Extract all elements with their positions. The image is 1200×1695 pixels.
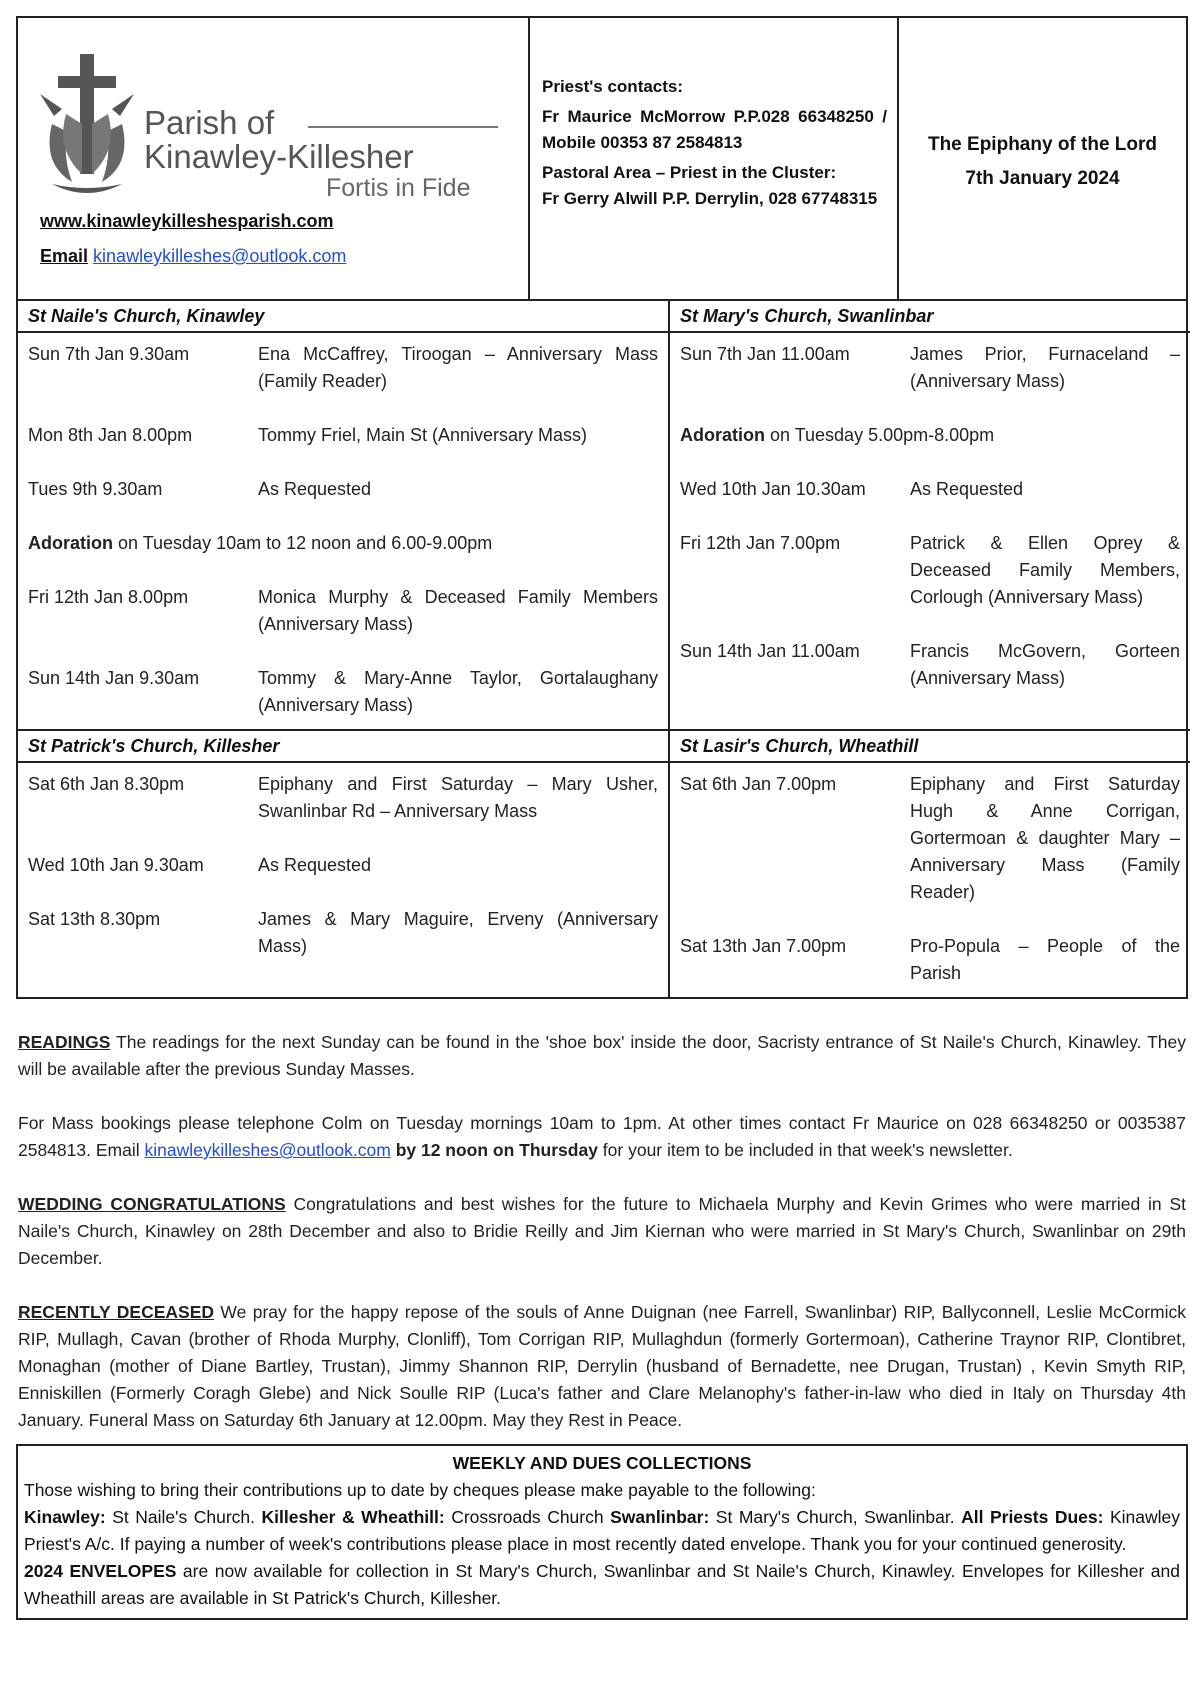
feast-title: The Epiphany of the Lord	[927, 134, 1158, 155]
mass-time: Mon 8th Jan 8.00pm	[28, 425, 193, 445]
logo-divider	[308, 126, 498, 128]
schedule-list	[670, 763, 1190, 997]
cluster-priest: Fr Gerry Alwill P.P. Derrylin, 028 67748315	[542, 189, 878, 208]
bookings-text: For Mass bookings please telephone Colm on Tuesday mornings 10am to 1pm. At other times contact Fr Maurice on 028 66348250 or 0035387 2584813. Email	[18, 1113, 1186, 1160]
envelopes-heading: 2024 ENVELOPES	[24, 1561, 177, 1581]
schedule-list	[670, 333, 1190, 702]
wedding-text: Congratulations and best wishes for the future to Michaela Murphy and Kevin Grimes who were married in St Naile's Church, Kinawley on 28th December and also to Bridie Reilly and Jim Kiernan who were married in St Mary's Church, Swanlinbar on 29th December.	[18, 1194, 1186, 1268]
mass-row	[28, 422, 658, 449]
mass-row	[28, 476, 658, 503]
readings-heading: READINGS	[18, 1032, 111, 1052]
website-link[interactable]: www.kinawleykilleshesparish.com	[40, 211, 334, 231]
newsletter-date: 7th January 2024	[965, 168, 1120, 189]
envelopes-notice	[24, 1558, 1180, 1612]
readings-notice	[18, 1029, 1186, 1083]
adoration-times: on Tuesday 10am to 12 noon and 6.00-9.00pm	[113, 533, 493, 553]
contacts-title: Priest's contacts:	[542, 77, 684, 96]
mass-intention: James & Mary Maguire, Erveny (Anniversary Mass)	[258, 909, 658, 956]
email-label: Email	[40, 246, 89, 266]
payee-text: Kinawley Priest's A/c. If paying a number of week's contributions please place in most recently dated envelope. Thank you for your continued generosity.	[24, 1507, 1181, 1554]
mass-row	[680, 341, 1180, 395]
church-wheathill	[670, 729, 1190, 997]
wedding-heading: WEDDING CONGRATULATIONS	[18, 1194, 286, 1214]
mass-intention: Pro-Popula – People of the Parish	[910, 936, 1180, 983]
mass-intention: James Prior, Furnaceland – (Anniversary Mass)	[910, 344, 1180, 391]
envelopes-text: are now available for collection in St Mary's Church, Swanlinbar and St Naile's Church, Kinawley. Envelopes for Killesher and Wheathill areas are available in St Patrick's Church, Killesher.	[24, 1561, 1180, 1608]
mass-intention: As Requested	[258, 855, 372, 875]
collections-intro: Those wishing to bring their contributions up to date by cheques please make payable to the following:	[24, 1480, 816, 1500]
mass-time: Fri 12th Jan 7.00pm	[680, 533, 841, 553]
payee-label: Killesher & Wheathill:	[261, 1507, 445, 1527]
payee-label: Kinawley:	[24, 1507, 106, 1527]
church-kinawley	[18, 301, 670, 729]
logo-block	[18, 18, 530, 299]
payee-label: All Priests Dues:	[961, 1507, 1104, 1527]
payee-text: Crossroads Church	[444, 1507, 611, 1527]
deceased-notice	[18, 1299, 1186, 1434]
mass-time: Sun 14th Jan 11.00am	[680, 641, 860, 661]
mass-row	[28, 852, 658, 879]
deceased-text: We pray for the happy repose of the souls of Anne Duignan (nee Farrell, Swanlinbar) RIP, Ballyconnell, Leslie McCormick RIP, Mullagh, Cavan (brother of Rhoda Murphy, Clonliff), Tom Corrigan RIP, Mullaghdun (formerly Gortermoan), Catherine Traynor RIP, Clontibret, Monaghan (mother of Diane Bartley, Trustan), Jimmy Shannon RIP, Derrylin (husband of Bernadette, nee Drugan, Trustan) , Kevin Smyth RIP, Enniskillen (Formerly Coragh Glebe) and Nick Soulle RIP (Luca's father and Clare Melanophy's father-in-law who died in Italy on Thursday 4th January. Funeral Mass on Saturday 6th January at 12.00pm. May they Rest in Peace.	[18, 1302, 1186, 1430]
feast-date-block	[899, 18, 1186, 299]
mass-row	[680, 933, 1180, 987]
parish-motto: Fortis in Fide	[326, 174, 471, 202]
wedding-notice	[18, 1191, 1186, 1272]
mass-row	[28, 906, 658, 960]
mass-time: Sat 13th Jan 7.00pm	[680, 936, 847, 956]
header	[16, 16, 1188, 301]
parish-logo-icon	[32, 54, 142, 194]
mass-time: Sun 7th Jan 11.00am	[680, 344, 850, 364]
cluster-title: Pastoral Area – Priest in the Cluster:	[542, 163, 837, 182]
mass-intention: Ena McCaffrey, Tiroogan – Anniversary Mass (Family Reader)	[258, 344, 658, 391]
mass-time: Sat 13th 8.30pm	[28, 909, 161, 929]
mass-intention: Francis McGovern, Gorteen (Anniversary Mass)	[910, 641, 1180, 688]
mass-row	[28, 341, 658, 395]
priest-contacts	[530, 18, 899, 299]
mass-time: Sat 6th Jan 8.30pm	[28, 774, 185, 794]
adoration-times: on Tuesday 5.00pm-8.00pm	[765, 425, 995, 445]
church-swanlinbar	[670, 301, 1190, 729]
deceased-heading: RECENTLY DECEASED	[18, 1302, 215, 1322]
mass-time: Wed 10th Jan 9.30am	[28, 855, 204, 875]
adoration-row	[28, 530, 658, 557]
adoration-label: Adoration	[28, 533, 113, 553]
collections-title: WEEKLY AND DUES COLLECTIONS	[452, 1453, 752, 1473]
church-killesher	[18, 729, 670, 997]
mass-intention: Tommy & Mary-Anne Taylor, Gortalaughany (Anniversary Mass)	[258, 668, 658, 715]
church-heading: St Patrick's Church, Killesher	[18, 731, 668, 763]
mass-row	[680, 771, 1180, 906]
mass-intention: As Requested	[258, 479, 372, 499]
mass-time: Fri 12th Jan 8.00pm	[28, 587, 189, 607]
schedule-list	[18, 333, 668, 729]
bookings-notice	[18, 1110, 1186, 1164]
email-link[interactable]: kinawleykilleshes@outlook.com	[93, 246, 347, 266]
mass-intention: Monica Murphy & Deceased Family Members (Anniversary Mass)	[258, 587, 658, 634]
mass-schedule	[16, 301, 1188, 999]
mass-time: Sun 14th Jan 9.30am	[28, 668, 200, 688]
email-row	[40, 246, 346, 267]
mass-time: Sun 7th Jan 9.30am	[28, 344, 190, 364]
mass-row	[28, 665, 658, 719]
collections-payees	[24, 1504, 1180, 1558]
mass-row	[28, 584, 658, 638]
newsletter-page	[16, 16, 1188, 1620]
bookings-text-end: for your item to be included in that week's newsletter.	[597, 1140, 1013, 1160]
contacts-priest: Fr Maurice McMorrow P.P.028 66348250 / Mobile 00353 87 2584813	[542, 107, 887, 152]
schedule-list	[18, 763, 668, 970]
mass-time: Wed 10th Jan 10.30am	[680, 479, 866, 499]
parish-name: Parish of Kinawley-Killesher	[144, 104, 414, 175]
payee-label: Swanlinbar:	[610, 1507, 710, 1527]
mass-time: Sat 6th Jan 7.00pm	[680, 774, 837, 794]
mass-intention: Epiphany and First Saturday – Mary Usher, Swanlinbar Rd – Anniversary Mass	[258, 774, 658, 821]
adoration-row	[680, 422, 1180, 449]
mass-intention: Patrick & Ellen Oprey & Deceased Family Members, Corlough (Anniversary Mass)	[910, 533, 1180, 607]
mass-time: Tues 9th 9.30am	[28, 479, 163, 499]
collections-box	[16, 1444, 1188, 1620]
payee-text: St Naile's Church.	[105, 1507, 262, 1527]
church-heading: St Naile's Church, Kinawley	[18, 301, 668, 333]
mass-intention: Epiphany and First Saturday Hugh & Anne Corrigan, Gortermoan & daughter Mary – Anniversary Mass (Family Reader)	[910, 774, 1180, 902]
bookings-email-link[interactable]: kinawleykilleshes@outlook.com	[144, 1140, 391, 1160]
mass-row	[680, 638, 1180, 692]
payee-text: St Mary's Church, Swanlinbar.	[709, 1507, 962, 1527]
mass-intention: Tommy Friel, Main St (Anniversary Mass)	[258, 425, 588, 445]
notices	[16, 1029, 1188, 1434]
mass-row	[680, 530, 1180, 611]
adoration-label: Adoration	[680, 425, 765, 445]
church-heading: St Mary's Church, Swanlinbar	[670, 301, 1190, 333]
bookings-deadline: by 12 noon on Thursday	[390, 1140, 598, 1160]
readings-text: The readings for the next Sunday can be found in the 'shoe box' inside the door, Sacristy entrance of St Naile's Church, Kinawley. They will be available after the previous Sunday Masses.	[18, 1032, 1186, 1079]
mass-row	[680, 476, 1180, 503]
mass-row	[28, 771, 658, 825]
mass-intention: As Requested	[910, 479, 1024, 499]
church-heading: St Lasir's Church, Wheathill	[670, 731, 1190, 763]
